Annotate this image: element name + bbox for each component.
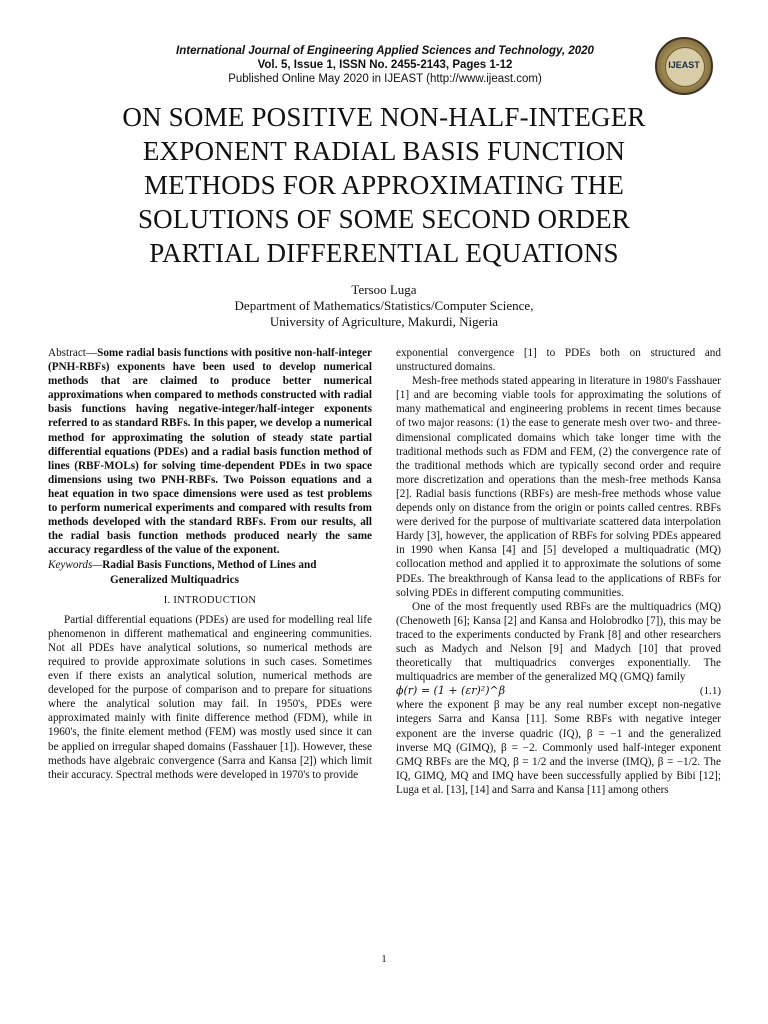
keywords <box>48 558 372 586</box>
abstract-label: Abstract— <box>48 347 98 359</box>
keywords-label: Keywords— <box>48 559 103 572</box>
paragraph-meshfree: Mesh-free methods stated appearing in literature in 1980's Fasshauer [1] and are becoming viable tools for approximating the solutions of many mathematical and engineering problems in recent times because of two major reasons: (1) the ease to generate mesh over two- and three-dimensional complicated domains which take longer time with the traditional methods such as FDM and FEM, (2) the convergence rate of the traditional methods which are typically second order and require more discretization and operations than the mesh-free methods Kansa [2]. Radial basis functions (RBFs) are mesh-free methods whose value depends only on distance from the origin or points called centres. RBFs were derived for the purpose of multivariate scattered data interpolation Hardy [3], however, the application of RBFs for solving PDEs appeared in 1990 when Kansa [4] and [5] developed a multiquadratic (MQ) collocation method and applied it to approximate the solutions of some PDEs. The breakthrough of Kansa lead to the applications of RBFs for solving PDEs in different computing communities. <box>396 375 721 599</box>
title-line-4: SOLUTIONS OF SOME SECOND ORDER <box>137 204 631 234</box>
logo-text: IJEAST <box>668 60 700 70</box>
page-number: 1 <box>381 953 387 965</box>
journal-logo <box>655 37 713 95</box>
abstract <box>48 346 372 557</box>
author-department: Department of Mathematics/Statistics/Computer Science, <box>234 298 534 313</box>
title-line-2: EXPONENT RADIAL BASIS FUNCTION <box>142 136 626 166</box>
equation-formula: ϕ(r) = (1 + (εr)²)^β <box>396 684 506 698</box>
equation-1-1 <box>396 684 721 698</box>
title-line-5: PARTIAL DIFFERENTIAL EQUATIONS <box>149 238 619 268</box>
right-column <box>396 346 721 797</box>
paragraph-exponent: where the exponent β may be any real number except non-negative integers Sarra and Kansa [11]. Some RBFs with negative integer exponent are the inverse quadric (IQ), β = −1 and the generalized inverse MQ (GIMQ), β = −2. Commonly used half-integer exponent GMQ RBFs are the MQ, β = 1/2 and the inverse (IMQ), β = −1/2. The IQ, GIMQ, MQ and IMQ have been successfully applied by Bibi [12]; Luga et al. [13], [14] and Sarra and Kansa [11] among others <box>396 699 721 796</box>
paragraph-continuation: exponential convergence [1] to PDEs both on structured and unstructured domains. <box>396 347 721 374</box>
author-block <box>100 282 668 330</box>
intro-paragraph: Partial differential equations (PDEs) are used for modelling real life phenomenon in different mathematical and engineering communities. Not all PDEs have analytical solutions, so numerical methods are required to provide approximate solutions in such cases. Sometimes even if there exists an analytical solution, numerical methods are developed for the purpose of comparison and to prepare for situations where the analytical solution may fail. In 1950's, PDEs were approximated mainly with finite difference method (FDM), while in 1960's, the finite element method (FEM) was mostly used since it can be applied on irregular shaped domains (Fasshauer [1]). However, these methods have algebraic convergence (Sarra and Kansa [2]) which limit their accuracy. Spectral methods were developed in 1970's to provide <box>48 613 372 781</box>
journal-header <box>120 44 650 86</box>
title-line-3: METHODS FOR APPROXIMATING THE <box>143 170 625 200</box>
published-info: Published Online May 2020 in IJEAST (http://www.ijeast.com) <box>228 73 542 85</box>
author-name: Tersoo Luga <box>351 282 417 297</box>
keywords-line-1: Radial Basis Functions, Method of Lines and <box>102 559 317 572</box>
author-university: University of Agriculture, Makurdi, Nigeria <box>269 314 499 329</box>
paper-title <box>50 100 718 270</box>
section-heading-introduction: I. INTRODUCTION <box>163 594 257 606</box>
abstract-text: Some radial basis functions with positive non-half-integer (PNH-RBFs) exponents have been used to develop numerical methods that are claimed to produce better numerical approximations when compared to methods constructed with radial basis functions having negative-integer/half-integer exponents referred to as standard RBFs. In this paper, we develop a numerical method for approximating the solution of steady state partial differential equations (PDEs) and a radial basis function method of lines (RBF-MOLs) for solving time-dependent PDEs in two space dimensions using two PNH-RBFs. Two Poisson equations and a heat equation in two space dimensions were used as test problems to perform numerical experiments and compared with results from methods developed with the standard RBFs. From our results, all the radial basis function methods produced nearly the same accuracy regardless of the value of the exponent. <box>48 347 372 557</box>
volume-info: Vol. 5, Issue 1, ISSN No. 2455-2143, Pages 1-12 <box>257 59 513 71</box>
left-column <box>48 346 372 782</box>
title-line-1: ON SOME POSITIVE NON-HALF-INTEGER <box>122 102 646 132</box>
paragraph-multiquadrics: One of the most frequently used RBFs are the multiquadrics (MQ) (Chenoweth [6]; Kansa [2] and Kansa and Holobrodko [7]), this may be traced to the experiments conducted by Frank [8] and other researchers such as Madych and Nelson [9] and Madych [10] that proved theoretically that multiquadrics converges exponentially. The multiquadrics are member of the generalized MQ (GMQ) family <box>396 600 721 684</box>
journal-name: International Journal of Engineering Applied Sciences and Technology, 2020 <box>176 45 594 57</box>
keywords-line-2: Generalized Multiquadrics <box>110 573 239 586</box>
equation-number: (1.1) <box>699 685 721 698</box>
